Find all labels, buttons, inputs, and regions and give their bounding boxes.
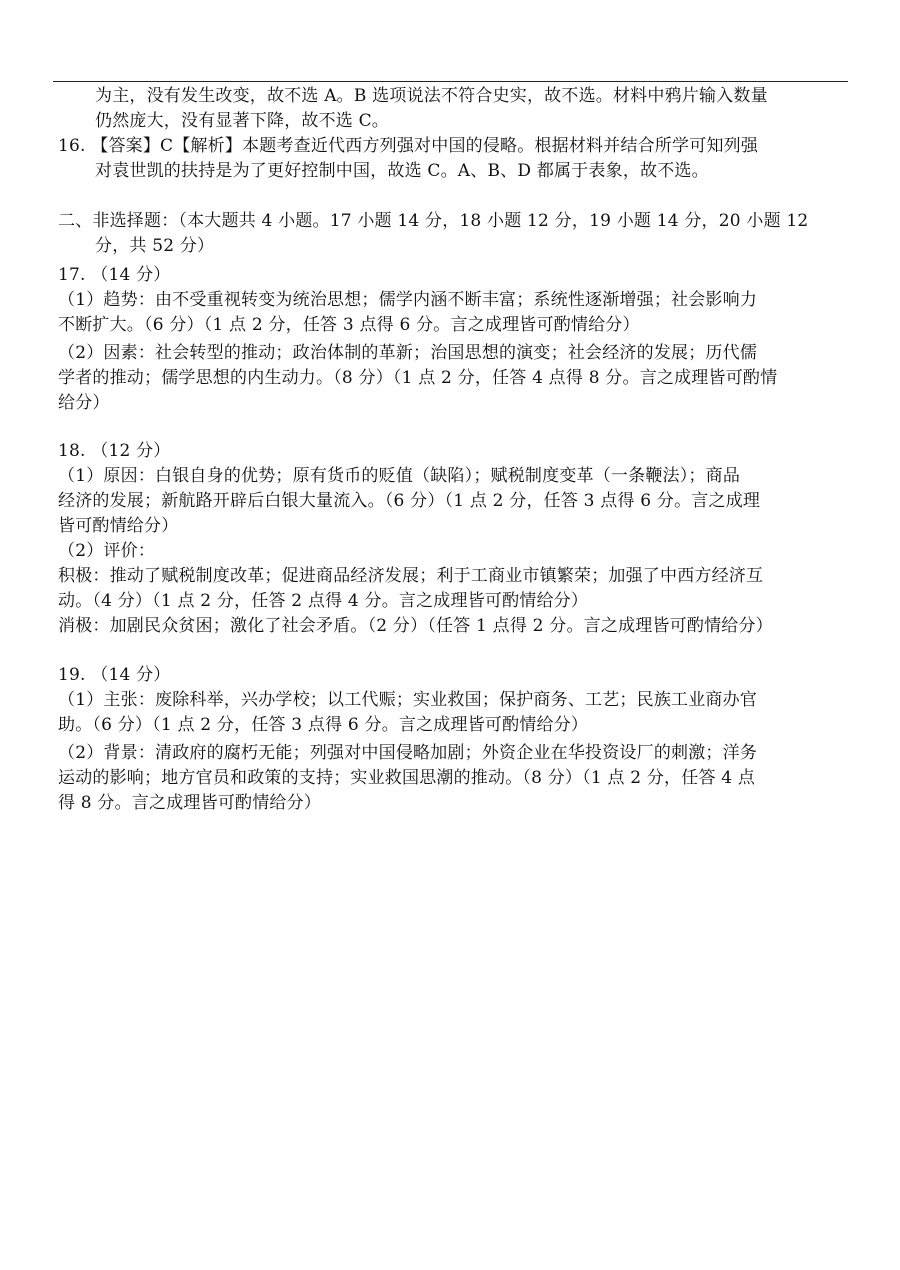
q18-line-5: 积极：推动了赋税制度改革；促进商品经济发展；利于工商业市镇繁荣；加强了中西方经济互 <box>58 566 764 586</box>
q17-line-4: 学者的推动；儒学思想的内生动力。（8 分）（1 点 2 分，任答 4 点得 8 分。言之成理皆可酌情 <box>58 368 778 388</box>
header-rule <box>53 81 848 82</box>
q15-tail-line-1: 为主，没有发生改变，故不选 A。B 选项说法不符合史实，故不选。材料中鸦片输入数量 <box>95 86 768 106</box>
q18-line-7: 消极：加剧民众贫困；激化了社会矛盾。（2 分）（任答 1 点得 2 分。言之成理皆可酌情给分） <box>58 616 773 636</box>
q17-line-2: 不断扩大。（6 分）（1 点 2 分，任答 3 点得 6 分。言之成理皆可酌情给分） <box>58 315 640 335</box>
q19-line-5: 得 8 分。言之成理皆可酌情给分） <box>58 793 322 813</box>
q15-tail-line-2: 仍然庞大，没有显著下降，故不选 C。 <box>95 111 390 131</box>
q17-title: 17. （14 分） <box>58 265 171 285</box>
q18-line-6: 动。（4 分）（1 点 2 分，任答 2 点得 4 分。言之成理皆可酌情给分） <box>58 591 589 611</box>
q19-title: 19. （14 分） <box>58 665 171 685</box>
q18-title: 18. （12 分） <box>58 441 171 461</box>
q17-line-3: （2）因素：社会转型的推动；政治体制的革新；治国思想的演变；社会经济的发展；历代儒 <box>58 343 758 363</box>
q17-line-5: 给分） <box>58 393 110 413</box>
section2-heading-line-2: 分，共 52 分） <box>95 236 215 256</box>
q19-line-4: 运动的影响；地方官员和政策的支持；实业救国思潮的推动。（8 分）（1 点 2 分，任答 4 点 <box>58 768 756 788</box>
q16-line-2: 对袁世凯的扶持是为了更好控制中国，故选 C。A、B、D 都属于表象，故不选。 <box>95 161 709 181</box>
q18-line-1: （1）原因：白银自身的优势；原有货币的贬值（缺陷）；赋税制度变革（一条鞭法）；商品 <box>58 466 741 486</box>
section2-heading-line-1: 二、非选择题：（本大题共 4 小题。17 小题 14 分，18 小题 12 分，19 小题 14 分，20 小题 12 <box>58 211 809 231</box>
q19-line-2: 助。（6 分）（1 点 2 分，任答 3 点得 6 分。言之成理皆可酌情给分） <box>58 715 589 735</box>
q19-line-3: （2）背景：清政府的腐朽无能；列强对中国侵略加剧；外资企业在华投资设厂的刺激；洋务 <box>58 743 758 763</box>
q16-line-1: 16. 【答案】C【解析】本题考查近代西方列强对中国的侵略。根据材料并结合所学可知列强 <box>58 136 759 156</box>
q17-line-1: （1）趋势：由不受重视转变为统治思想；儒学内涵不断丰富；系统性逐渐增强；社会影响力 <box>58 290 758 310</box>
q18-line-2: 经济的发展；新航路开辟后白银大量流入。（6 分）（1 点 2 分，任答 3 点得 6 分。言之成理 <box>58 491 761 511</box>
q18-line-3: 皆可酌情给分） <box>58 516 179 536</box>
q18-line-4: （2）评价： <box>58 541 156 561</box>
q19-line-1: （1）主张：废除科举，兴办学校；以工代赈；实业救国；保护商务、工艺；民族工业商办官 <box>58 690 758 710</box>
